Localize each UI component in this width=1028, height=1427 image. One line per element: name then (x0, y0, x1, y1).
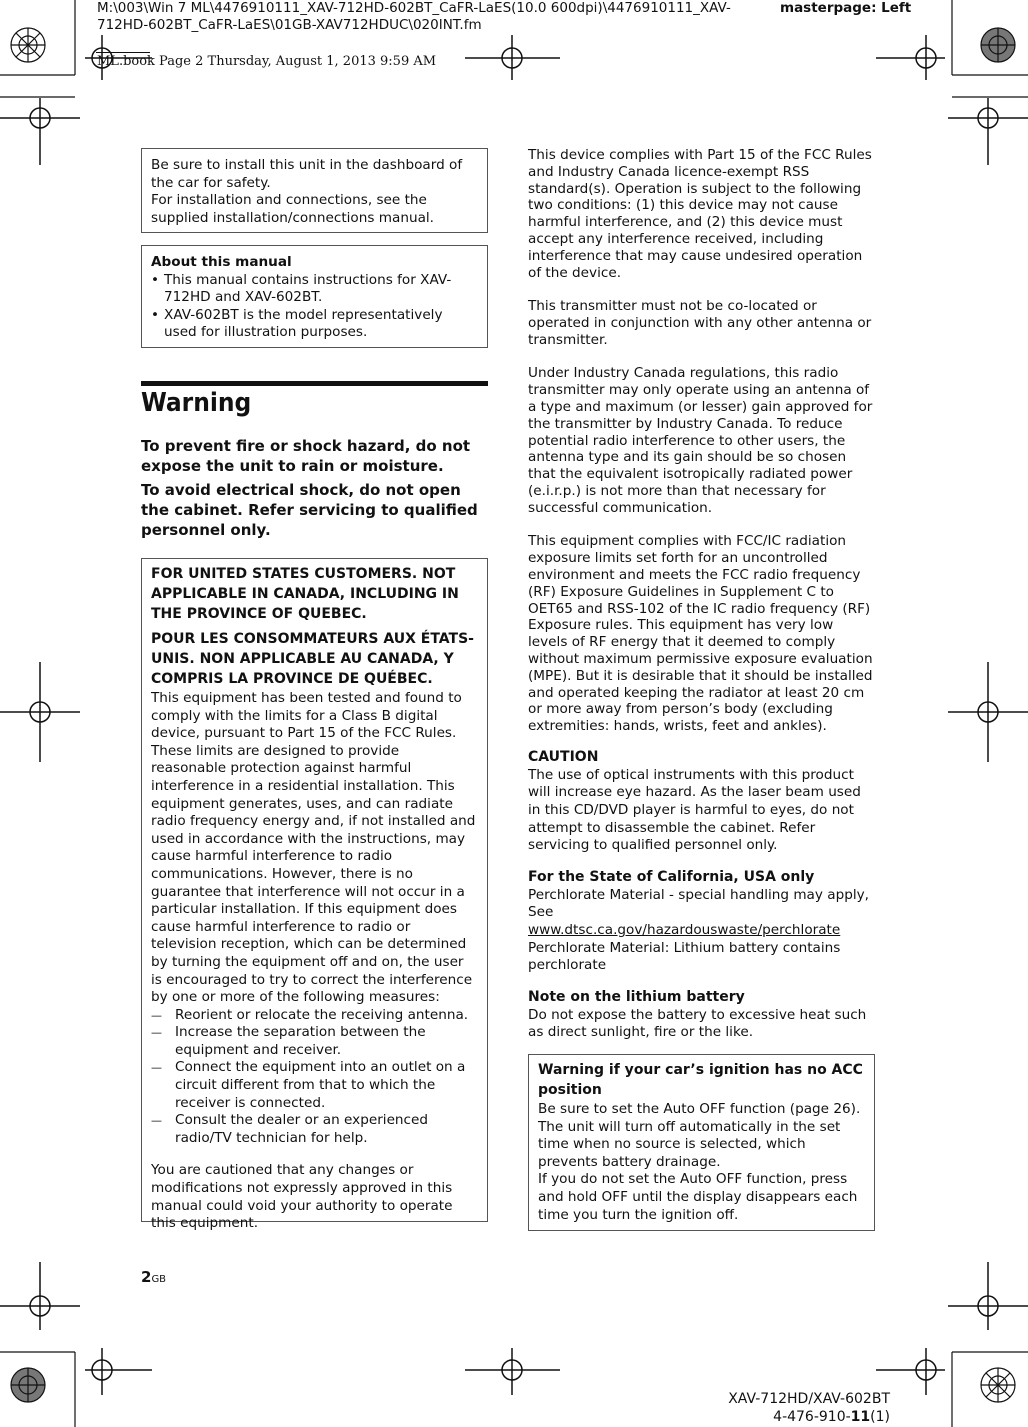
transmitter-colocation: This transmitter must not be co-located or operated in conjunction with any other antenna or transmitter. (528, 298, 872, 348)
install-note: Be sure to install this unit in the dashboard of the car for safety. (151, 157, 463, 191)
model-number: XAV-712HD/XAV-602BT (728, 1391, 890, 1407)
model-code (690, 1390, 890, 1426)
industry-canada-note: Under Industry Canada regulations, this radio transmitter may only operate using an antenna of a type and maximum (or lesser) gain approved for the transmitter by Industry Canada. To reduce potential radio interference to other users, the antenna type and its gain should be so chosen that the equivalent isotropically radiated power (e.i.r.p.) is not more than that necessary for successful communication. (528, 365, 873, 516)
file-path: M:\003\Win 7 ML\4476910111_XAV-712HD-602BT_CaFR-LaES(10.0 600dpi)\4476910111_XAV- 712HD-602BT_CaFR-LaES\01GB-XAV712HDUC\020INT.fm (97, 0, 731, 33)
perchlorate-link[interactable]: www.dtsc.ca.gov/hazardouswaste/perchlorate (528, 922, 841, 939)
acc-warning-box (528, 1054, 875, 1231)
fcc-class-b-statement: This equipment has been tested and found to comply with the limits for a Class B digital device, pursuant to Part 15 of the FCC Rules. These limits are designed to provide reasonable protection against harmful interference in a residential installation. This equipment generates, uses, and can radiate radio frequency energy and, if not installed and used in accordance with the instructions, may cause harmful interference to radio communications. However, there is no guarantee that interference will not occur in a particular installation. If this equipment does cause harmful interference to radio or television reception, which can be determined by turning the equipment off and on, the user is encouraged to try to correct the interference by one or more of the following measures: (151, 690, 476, 1006)
registration-target-icon (876, 35, 945, 80)
modification-caution: You are cautioned that any changes or modifications not expressly approved in this manual could void your authority to operate this equipment. (151, 1162, 453, 1232)
acc-body: If you do not set the Auto OFF function, press and hold OFF until the display disappears each time you turn the ignition off. (538, 1171, 858, 1223)
warning-shock: To avoid electrical shock, do not open the cabinet. Refer servicing to qualified personnel only. (141, 481, 478, 539)
caution-body: The use of optical instruments with this product will increase eye hazard. As the laser beam used in this CD/DVD player is harmful to eyes, do not attempt to disassemble the cabinet. Refer servicing to qualified personnel only. (528, 766, 861, 854)
part-number: 4-476-910-11(1) (773, 1409, 890, 1425)
us-title-fr: POUR LES CONSOMMATEURS AUX ÉTATS-UNIS. NON APPLICABLE AU CANADA, Y COMPRIS LA PROVINCE DE QUÉBEC. (151, 631, 474, 687)
warning-text (141, 436, 488, 544)
registration-target-icon (0, 662, 80, 762)
lithium-title: Note on the lithium battery (528, 988, 745, 1005)
warning-heading: Warning (141, 388, 252, 418)
about-bullet: • XAV-602BT is the model representatively used for illustration purposes. (151, 307, 478, 342)
right-column (528, 147, 874, 1042)
masterpage-label: masterpage: Left (780, 0, 912, 16)
caution-title: CAUTION (528, 748, 599, 765)
california-title: For the State of California, USA only (528, 868, 815, 885)
fcc-compliance: This device complies with Part 15 of the FCC Rules and Industry Canada licence-exempt RSS standard(s). Operation is subject to the following two conditions: (1) this device may not cause harmful interference, and (2) this device must accept any interference received, including interference that may cause undesired operation of the device. (528, 147, 872, 281)
us-title-en: FOR UNITED STATES CUSTOMERS. NOT APPLICABLE IN CANADA, INCLUDING IN THE PROVINCE OF QUEBEC. (151, 566, 459, 622)
us-customers-box (141, 558, 488, 1232)
warning-fire: To prevent fire or shock hazard, do not expose the unit to rain or moisture. (141, 437, 471, 475)
measure-item: — Reorient or relocate the receiving antenna. (151, 1007, 478, 1025)
install-reference: For installation and connections, see the supplied installation/connections manual. (151, 192, 434, 226)
registration-target-icon (0, 1262, 80, 1330)
registration-target-icon (85, 1348, 152, 1395)
registration-target-icon (85, 35, 152, 80)
page-number: 2GB (141, 1268, 167, 1286)
registration-target-icon (0, 98, 80, 165)
registration-target-icon (948, 1262, 1028, 1330)
about-manual-box (141, 245, 488, 348)
star-target-icon (11, 28, 45, 62)
registration-target-icon (948, 98, 1028, 165)
lithium-body: Do not expose the battery to excessive heat such as direct sunlight, fire or the like. (528, 1006, 867, 1041)
registration-target-icon (948, 662, 1028, 762)
registration-target-icon (465, 1348, 560, 1395)
install-note-box (141, 148, 488, 233)
book-info: ML.book Page 2 Thursday, August 1, 2013 9:59 AM (97, 54, 437, 69)
about-bullet: • This manual contains instructions for XAV-712HD and XAV-602BT. (151, 272, 478, 307)
measure-item: — Consult the dealer or an experienced radio/TV technician for help. (151, 1112, 478, 1147)
rf-exposure-note: This equipment complies with FCC/IC radiation exposure limits set forth for an uncontrolled environment and meets the FCC radio frequency (RF) Exposure Guidelines in Supplement C to OET65 and RSS-102 of the IC radio frequency (RF) Exposure rules. This equipment has very low levels of RF energy that it deemed to comply without maximum permissive exposure evaluation (MPE). But it is desirable that it should be installed and operated keeping the radiator at least 20 cm or more away from person’s body (excluding extremities: hands, wrists, feet and ankles). (528, 533, 873, 735)
star-target-icon (981, 28, 1015, 62)
registration-target-icon (465, 35, 560, 80)
measure-item: — Connect the equipment into an outlet on a circuit different from that to which the receiver is connected. (151, 1059, 478, 1112)
acc-body: Be sure to set the Auto OFF function (page 26). The unit will turn off automatically in the set time when no source is selected, which prevents battery drainage. (538, 1101, 861, 1170)
star-target-icon (11, 1368, 45, 1402)
measure-item: — Increase the separation between the equipment and receiver. (151, 1024, 478, 1059)
california-body: Perchlorate Material - special handling may apply, See www.dtsc.ca.gov/hazardouswaste/perchlorate Perchlorate Material: Lithium battery contains perchlorate (528, 886, 869, 974)
registration-target-icon (876, 1348, 945, 1395)
acc-title: Warning if your car’s ignition has no ACC position (538, 1062, 863, 1098)
warning-rule (141, 381, 488, 386)
star-target-icon (981, 1368, 1015, 1402)
about-manual-title: About this manual (151, 254, 292, 270)
